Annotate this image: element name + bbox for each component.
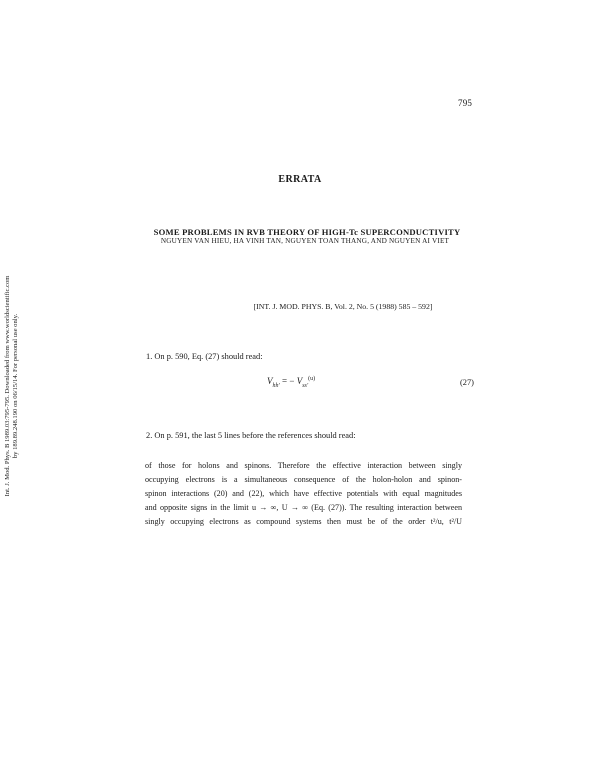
- corrected-text-line: occupying electrons is a simultaneous consequence of the holon-holon and spinon-: [145, 475, 462, 485]
- page-number: 795: [458, 98, 473, 108]
- equation-rhs: V: [296, 376, 303, 386]
- citation: [INT. J. MOD. PHYS. B, Vol. 2, No. 5 (1988) 585 – 592]: [253, 302, 433, 311]
- equation-relation: = −: [282, 376, 295, 386]
- equation-lhs-subscript: hh': [272, 382, 280, 389]
- equation-27: [267, 376, 315, 389]
- corrected-text-line: spinon interactions (20) and (22), which have effective potentials with equal magnitudes: [145, 489, 462, 499]
- download-notice-line-2: by 189.89.248.190 on 06/15/14. For personal use only.: [12, 313, 20, 459]
- equation-lhs: V: [267, 376, 273, 386]
- corrected-text-line: of those for holons and spinons. Therefore the effective interaction between singly: [145, 461, 462, 470]
- equation-number: (27): [460, 378, 474, 387]
- corrected-text-line: and opposite signs in the limit u → ∞, U → ∞ (Eq. (27)). The resulting interaction between: [145, 503, 462, 513]
- author-list: NGUYEN VAN HIEU, HA VINH TAN, NGUYEN TOAN THANG, AND NGUYEN AI VIET: [160, 237, 450, 245]
- equation-rhs-superscript: (u): [308, 376, 316, 382]
- erratum-item-1: 1. On p. 590, Eq. (27) should read:: [146, 352, 263, 361]
- download-notice-line-1: Int. J. Mod. Phys. B 1989.03:795-795. Downloaded from www.worldscientific.com: [4, 275, 11, 497]
- corrected-text-line: singly occupying electrons as compound systems then must be of the order t²/u, t²/U: [145, 517, 462, 527]
- equation-rhs-subscript: ss': [302, 382, 309, 389]
- erratum-item-2: 2. On p. 591, the last 5 lines before the references should read:: [146, 431, 356, 440]
- corrected-text-block: [145, 459, 462, 529]
- paper-title: SOME PROBLEMS IN RVB THEORY OF HIGH-Tc SUPERCONDUCTIVITY: [153, 227, 461, 237]
- errata-heading: ERRATA: [278, 174, 322, 185]
